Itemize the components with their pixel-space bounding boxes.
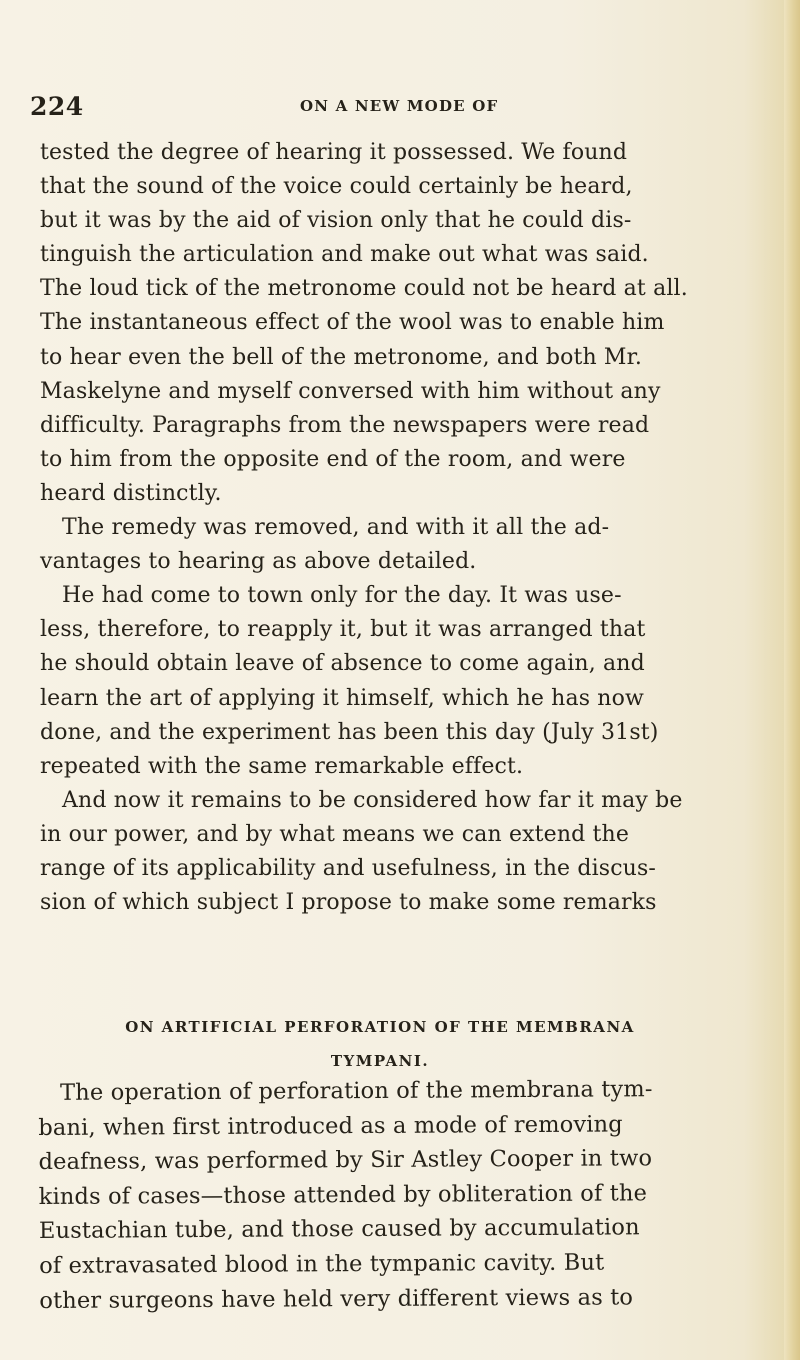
text-line: The operation of perforation of the membrana tym- (60, 1076, 653, 1106)
section-body-text (38, 1072, 719, 1318)
text-line: tested the degree of hearing it possessed. We found (40, 140, 628, 165)
section-heading (40, 1010, 720, 1078)
text-line: he should obtain leave of absence to come again, and (40, 651, 645, 677)
page-edge-shadow (784, 0, 800, 1360)
text-line: learn the art of applying it himself, which he has now (40, 685, 644, 711)
text-line: other surgeons have held very different views as to (39, 1283, 634, 1314)
text-line: that the sound of the voice could certainly be heard, (40, 174, 633, 200)
text-line: The remedy was removed, and with it all the ad- (62, 515, 610, 541)
running-head: ON A NEW MODE OF (300, 97, 499, 115)
section-heading-line: TYMPANI. (330, 1052, 430, 1070)
text-line: but it was by the aid of vision only that he could dis- (40, 208, 632, 234)
text-line: difficulty. Paragraphs from the newspapers were read (40, 412, 650, 438)
text-line: to him from the opposite end of the room, and were (40, 446, 626, 472)
text-line: deafness, was performed by Sir Astley Cooper in two (38, 1145, 653, 1176)
text-line: repeated with the same remarkable effect. (40, 753, 524, 779)
text-line: And now it remains to be considered how far it may be (62, 787, 683, 813)
text-line: heard distinctly. (40, 480, 222, 506)
text-line: tinguish the articulation and make out what was said. (40, 242, 649, 268)
page-header (30, 92, 720, 122)
text-line: The loud tick of the metronome could not be heard at all. (40, 276, 688, 302)
text-line: bani, when first introduced as a mode of removing (38, 1111, 623, 1141)
text-line: kinds of cases—those attended by obliteration of the (38, 1180, 648, 1210)
text-line: range of its applicability and usefulness, in the discus- (40, 855, 657, 881)
text-line: Maskelyne and myself conversed with him without any (40, 378, 661, 404)
text-line: done, and the experiment has been this day (July 31st) (40, 719, 659, 745)
text-line: The instantaneous effect of the wool was to enable him (40, 310, 665, 336)
text-line: He had come to town only for the day. It was use- (62, 583, 622, 609)
body-text (40, 136, 710, 920)
text-line: in our power, and by what means we can extend the (40, 821, 630, 847)
text-line: Eustachian tube, and those caused by accumulation (38, 1214, 640, 1245)
page-number: 224 (30, 92, 84, 121)
text-line: vantages to hearing as above detailed. (40, 549, 477, 575)
section-heading-line: ON ARTIFICIAL PERFORATION OF THE MEMBRANA (125, 1018, 635, 1036)
text-line: to hear even the bell of the metronome, and both Mr. (40, 344, 642, 370)
text-line: less, therefore, to reapply it, but it was arranged that (40, 617, 646, 643)
text-line: of extravasated blood in the tympanic cavity. But (39, 1249, 605, 1279)
text-line: sion of which subject I propose to make some remarks (40, 890, 657, 916)
